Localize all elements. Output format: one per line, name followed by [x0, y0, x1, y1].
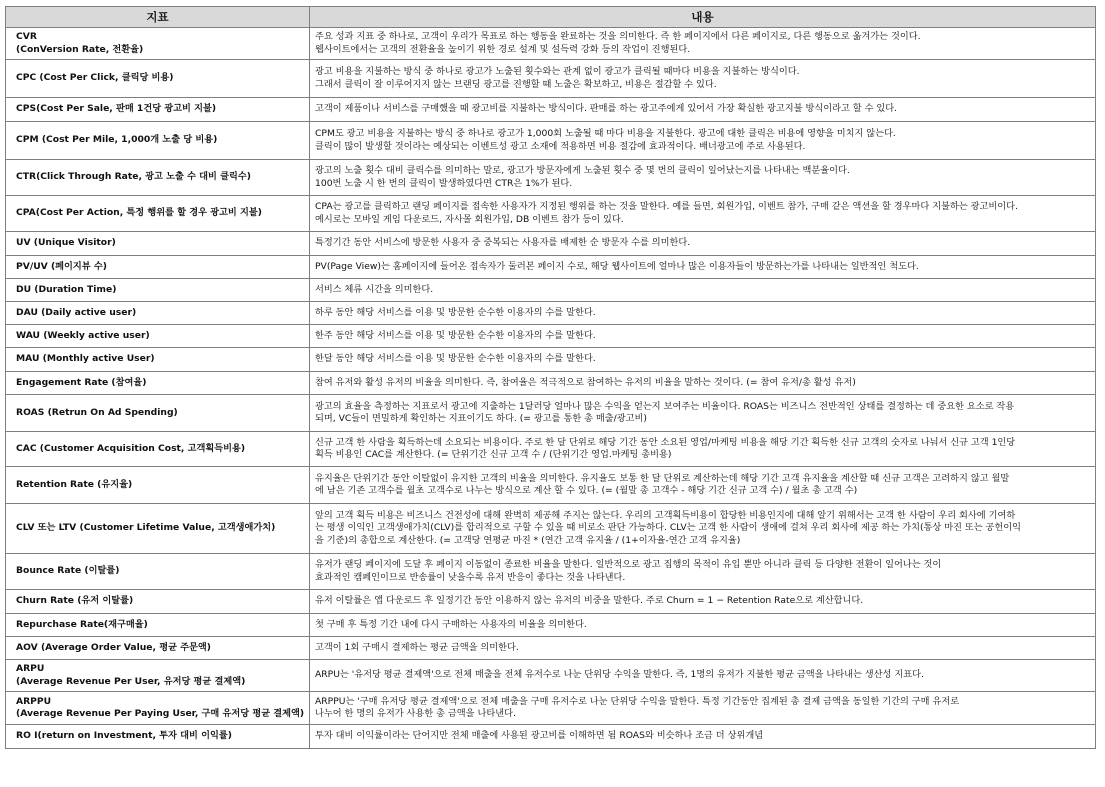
description-cell [310, 28, 1096, 60]
description-line: 하루 동안 해당 서비스를 이용 및 방문한 순수한 이용자의 수를 말한다. [315, 306, 596, 318]
description-line: ARPPU는 '구매 유저당 평균 결제액'으로 전체 매출을 구매 유저수로 나눈 단위당 수익을 말한다. 특정 기간동안 집계된 총 결제 금액을 동일한 기간의 구매 유저로 [315, 695, 960, 707]
metric-name: AOV (Average Order Value, 평균 주문액) [16, 641, 211, 653]
metric-cell [6, 98, 310, 122]
description-cell [310, 60, 1096, 98]
table-row [6, 637, 1096, 660]
metric-name: MAU (Monthly active User) [16, 353, 155, 365]
table-row [6, 660, 1096, 692]
metric-cell [6, 660, 310, 692]
metric-name: CTR(Click Through Rate, 광고 노출 수 대비 클릭수) [16, 171, 251, 183]
metric-cell [6, 122, 310, 160]
description-line: 참여 유저와 활성 유저의 비율을 의미한다. 즉, 참여율은 적극적으로 참여하는 유저의 비율을 말하는 것이다. (= 참여 유저/총 활성 유저) [315, 376, 856, 388]
description-line: CPA는 광고를 클릭하고 랜딩 페이지를 접속한 사용자가 지정된 행위를 하는 것을 말한다. 예를 들면, 회원가입, 이벤트 참가, 구매 같은 액션을 할 경우마다 지불하는 광고비이다. [315, 201, 1018, 213]
description-cell [310, 302, 1096, 325]
metric-name: (Average Revenue Per Paying User, 구매 유저당 평균 결제액) [16, 708, 305, 719]
description-line: 예시로는 모바일 게임 다운로드, 자사몰 회원가입, DB 이벤트 참가 등이 있다. [315, 213, 624, 225]
description-cell [310, 432, 1096, 467]
metric-cell [6, 725, 310, 749]
description-line: 나누어 한 명의 유저가 사용한 총 금액을 나타낸다. [315, 708, 516, 719]
metric-cell [6, 467, 310, 504]
description-line: 에 남은 기존 고객수를 월초 고객수로 나누는 방식으로 계산 할 수 있다. (= (월말 총 고객수 - 해당 기간 신규 고객 수) / 월초 총 고객 수) [315, 485, 858, 496]
description-line: 첫 구매 후 특정 기간 내에 다시 구매하는 사용자의 비율을 의미한다. [315, 618, 587, 630]
header-description: 내용 [310, 7, 1096, 28]
metric-name: PV/UV (페이지뷰 수) [16, 260, 107, 272]
description-line: 신규 고객 한 사람을 획득하는데 소요되는 비용이다. 주로 한 달 단위로 해당 기간 동안 소요된 영업/마케팅 비용을 해당 기간 획득한 신규 고객의 숫자로 나눠서 신규 고객 1인당 [315, 436, 1016, 448]
description-cell [310, 467, 1096, 504]
table-row [6, 196, 1096, 232]
metric-name: ROAS (Retrun On Ad Spending) [16, 406, 178, 418]
table-row [6, 432, 1096, 467]
metric-name: CVR [16, 31, 37, 43]
description-line: 웹사이트에서는 고객의 전환율을 높이기 위한 경로 설계 및 설득력 강화 등의 작업이 진행된다. [315, 43, 691, 55]
metric-cell [6, 60, 310, 98]
metric-name: Retention Rate (유지율) [16, 478, 133, 490]
description-cell [310, 372, 1096, 395]
metric-name: ARPPU [16, 695, 52, 707]
metrics-table [5, 6, 1096, 749]
description-line: 서비스 체류 시간을 의미한다. [315, 283, 434, 295]
header-metric: 지표 [6, 7, 310, 28]
metric-cell [6, 614, 310, 637]
table-row [6, 122, 1096, 160]
description-cell [310, 122, 1096, 160]
description-line: 한주 동안 해당 서비스를 이용 및 방문한 순수한 이용자의 수를 말한다. [315, 329, 596, 341]
description-line: 고객이 1회 구매시 결제하는 평균 금액을 의미한다. [315, 641, 519, 653]
table-row [6, 279, 1096, 302]
table-body [6, 28, 1096, 749]
metric-name: CLV 또는 LTV (Customer Lifetime Value, 고객생애가치) [16, 522, 276, 534]
table-row [6, 302, 1096, 325]
table-row [6, 504, 1096, 554]
table-row [6, 395, 1096, 432]
metric-cell [6, 28, 310, 60]
metric-name: Churn Rate (유저 이탈률) [16, 595, 134, 607]
metric-name: CPS(Cost Per Sale, 판매 1건당 광고비 지불) [16, 103, 217, 115]
metric-cell [6, 692, 310, 725]
table-row [6, 160, 1096, 196]
description-cell [310, 395, 1096, 432]
metric-name: Engagement Rate (참여율) [16, 376, 147, 388]
table-row [6, 232, 1096, 256]
description-cell [310, 692, 1096, 725]
metric-cell [6, 432, 310, 467]
description-line: 는 평생 이익인 고객생애가치(CLV)를 합리적으로 구할 수 있을 때 비로소 판단 가능하다. CLV는 고객 한 사람이 생애에 걸쳐 우리 회사에 제공 하는 가치(통상 마진 또는 공헌이익 [315, 522, 1022, 534]
metric-cell [6, 554, 310, 590]
description-line: 되며, VC들이 면밀하게 확인하는 지표이기도 하다. (= 광고를 통한 총 매출/광고비) [315, 413, 647, 424]
description-line: 광고의 노출 횟수 대비 클릭수를 의미하는 말로, 광고가 방문자에게 노출된 횟수 중 몇 번의 클릭이 일어났는지를 나타내는 백분율이다. [315, 165, 850, 177]
table-row [6, 348, 1096, 372]
table-row [6, 256, 1096, 279]
description-cell [310, 98, 1096, 122]
description-line: 효과적인 캠페인이므로 반송률이 낮을수록 유저 반응이 좋다는 것을 나타낸다. [315, 571, 626, 583]
metric-cell [6, 302, 310, 325]
metric-name: CPC (Cost Per Click, 클릭당 비용) [16, 72, 174, 84]
description-line: 광고 비용을 지불하는 방식 중 하나로 광고가 노출된 횟수와는 관계 없이 광고가 클릭될 때마다 비용을 지불하는 방식이다. [315, 66, 800, 78]
description-cell [310, 725, 1096, 749]
description-line: 획득 비용인 CAC를 계산한다. (= 단위기간 신규 고객 수 / (단위기간 영업.마케팅 총비용) [315, 449, 672, 460]
metric-name: CPM (Cost Per Mile, 1,000개 노출 당 비용) [16, 134, 218, 146]
description-line: 앞의 고객 획득 비용은 비즈니스 건전성에 대해 완벽히 제공해 주지는 않는다. 우리의 고객획득비용이 합당한 비용인지에 대해 알기 위해서는 고객 한 사람이 우리 회사에 기여하 [315, 509, 1016, 521]
description-line: 그래서 클릭이 잘 이루어지지 않는 브랜딩 광고를 진행할 때 노출은 확보하고, 비용은 절감할 수 있다. [315, 78, 717, 90]
metrics-table-container [5, 6, 1095, 749]
table-row [6, 614, 1096, 637]
description-line: 유저가 랜딩 페이지에 도달 후 페이지 이동없이 종료한 비율을 말한다. 일반적으로 광고 집행의 목적이 유입 뿐만 아니라 클릭 등 다양한 전환이 일어나는 것이 [315, 559, 942, 571]
table-row [6, 325, 1096, 348]
table-row [6, 590, 1096, 614]
description-line: 을 기준)의 총합으로 계산한다. (= 고객당 연평균 마진 * (연간 고객 유지율 / (1+이자율-연간 고객 유지율) [315, 534, 741, 546]
description-line: ARPU는 '유저당 평균 결제액'으로 전체 매출을 전체 유저수로 나눈 단위당 수익을 말한다. 즉, 1명의 유저가 지불한 평균 금액을 나타내는 생산성 지표다. [315, 669, 924, 681]
metric-name: Repurchase Rate(재구매율) [16, 618, 148, 630]
metric-name: (Average Revenue Per User, 유저당 평균 결제액) [16, 675, 246, 687]
metric-name: ARPU [16, 663, 45, 675]
description-line: 주요 성과 지표 중 하나로, 고객이 우리가 목표로 하는 행동을 완료하는 것을 의미한다. 즉 한 페이지에서 다른 페이지로, 다른 행동으로 옮겨가는 것이다. [315, 31, 921, 43]
description-cell [310, 196, 1096, 232]
metric-name: DU (Duration Time) [16, 283, 117, 295]
metric-name: (ConVersion Rate, 전환율) [16, 43, 144, 55]
metric-cell [6, 160, 310, 196]
description-line: 특정기간 동안 서비스에 방문한 사용자 중 중복되는 사용자를 배제한 순 방문자 수를 의미한다. [315, 237, 691, 249]
metric-name: RO I(return on Investment, 투자 대비 이익률) [16, 730, 232, 742]
description-line: 클릭이 많이 발생할 것이라는 예상되는 이벤트성 광고 소재에 적용하면 비용 절감에 효과적이다. 배너광고에 주로 사용된다. [315, 140, 806, 152]
metric-cell [6, 232, 310, 256]
description-cell [310, 590, 1096, 614]
description-cell [310, 256, 1096, 279]
metric-cell [6, 196, 310, 232]
metric-cell [6, 372, 310, 395]
description-cell [310, 554, 1096, 590]
description-cell [310, 614, 1096, 637]
metric-cell [6, 637, 310, 660]
table-row [6, 60, 1096, 98]
description-cell [310, 160, 1096, 196]
description-cell [310, 660, 1096, 692]
table-row [6, 467, 1096, 504]
description-line: 광고의 효율을 측정하는 지표로서 광고에 지출하는 1달러당 얼마나 많은 수익을 얻는지 보여주는 비율이다. ROAS는 비즈니스 전반적인 상태를 결정하는 데 중요한 요소로 작용 [315, 400, 1015, 412]
description-line: CPM도 광고 비용을 지불하는 방식 중 하나로 광고가 1,000회 노출될 때 마다 비용을 지불한다. 광고에 대한 클릭은 비용에 영향을 미치지 않는다. [315, 128, 896, 140]
table-header-row [6, 7, 1096, 28]
table-row [6, 554, 1096, 590]
metric-cell [6, 504, 310, 554]
description-line: 한달 동안 해당 서비스를 이용 및 방문한 순수한 이용자의 수를 말한다. [315, 353, 596, 365]
metric-cell [6, 256, 310, 279]
description-cell [310, 348, 1096, 372]
table-row [6, 725, 1096, 749]
description-line: 유지율은 단위기간 동안 이탈없이 유지한 고객의 비율을 의미한다. 유지율도 보통 한 달 단위로 계산하는데 해당 기간 고객 유지율을 계산할 때 신규 고객은 고려하지 않고 월말 [315, 472, 1010, 484]
metric-cell [6, 395, 310, 432]
metric-cell [6, 279, 310, 302]
description-cell [310, 637, 1096, 660]
description-line: 고객이 제품이나 서비스를 구매했을 때 광고비를 지불하는 방식이다. 판매를 하는 광고주에게 있어서 가장 확실한 광고지불 방식이라고 할 수 있다. [315, 103, 898, 115]
description-line: PV(Page View)는 홈페이지에 들어온 접속자가 둘러본 페이지 수로, 해당 웹사이트에 얼마나 많은 이용자들이 방문하는가를 나타내는 일반적인 척도다. [315, 260, 919, 272]
description-cell [310, 504, 1096, 554]
description-line: 투자 대비 이익률이라는 단어지만 전체 매출에 사용된 광고비를 이해하면 됨 ROAS와 비슷하나 조금 더 상위개념 [315, 730, 764, 742]
description-line: 100번 노출 시 한 번의 클릭이 발생하였다면 CTR은 1%가 된다. [315, 177, 573, 189]
table-row [6, 372, 1096, 395]
table-row [6, 692, 1096, 725]
metric-name: UV (Unique Visitor) [16, 237, 116, 249]
table-row [6, 98, 1096, 122]
metric-name: DAU (Daily active user) [16, 306, 137, 318]
metric-name: WAU (Weekly active user) [16, 329, 150, 341]
description-cell [310, 279, 1096, 302]
metric-name: CAC (Customer Acquisition Cost, 고객획득비용) [16, 442, 246, 454]
metric-cell [6, 590, 310, 614]
description-cell [310, 232, 1096, 256]
metric-cell [6, 325, 310, 348]
metric-name: CPA(Cost Per Action, 특정 행위를 할 경우 광고비 지불) [16, 207, 262, 219]
table-row [6, 28, 1096, 60]
metric-cell [6, 348, 310, 372]
metric-name: Bounce Rate (이탈률) [16, 565, 120, 577]
description-cell [310, 325, 1096, 348]
description-line: 유저 이탈률은 앱 다운로드 후 일정기간 동안 이용하지 않는 유저의 비중을 말한다. 주로 Churn = 1 − Retention Rate으로 계산합니다. [315, 595, 864, 607]
